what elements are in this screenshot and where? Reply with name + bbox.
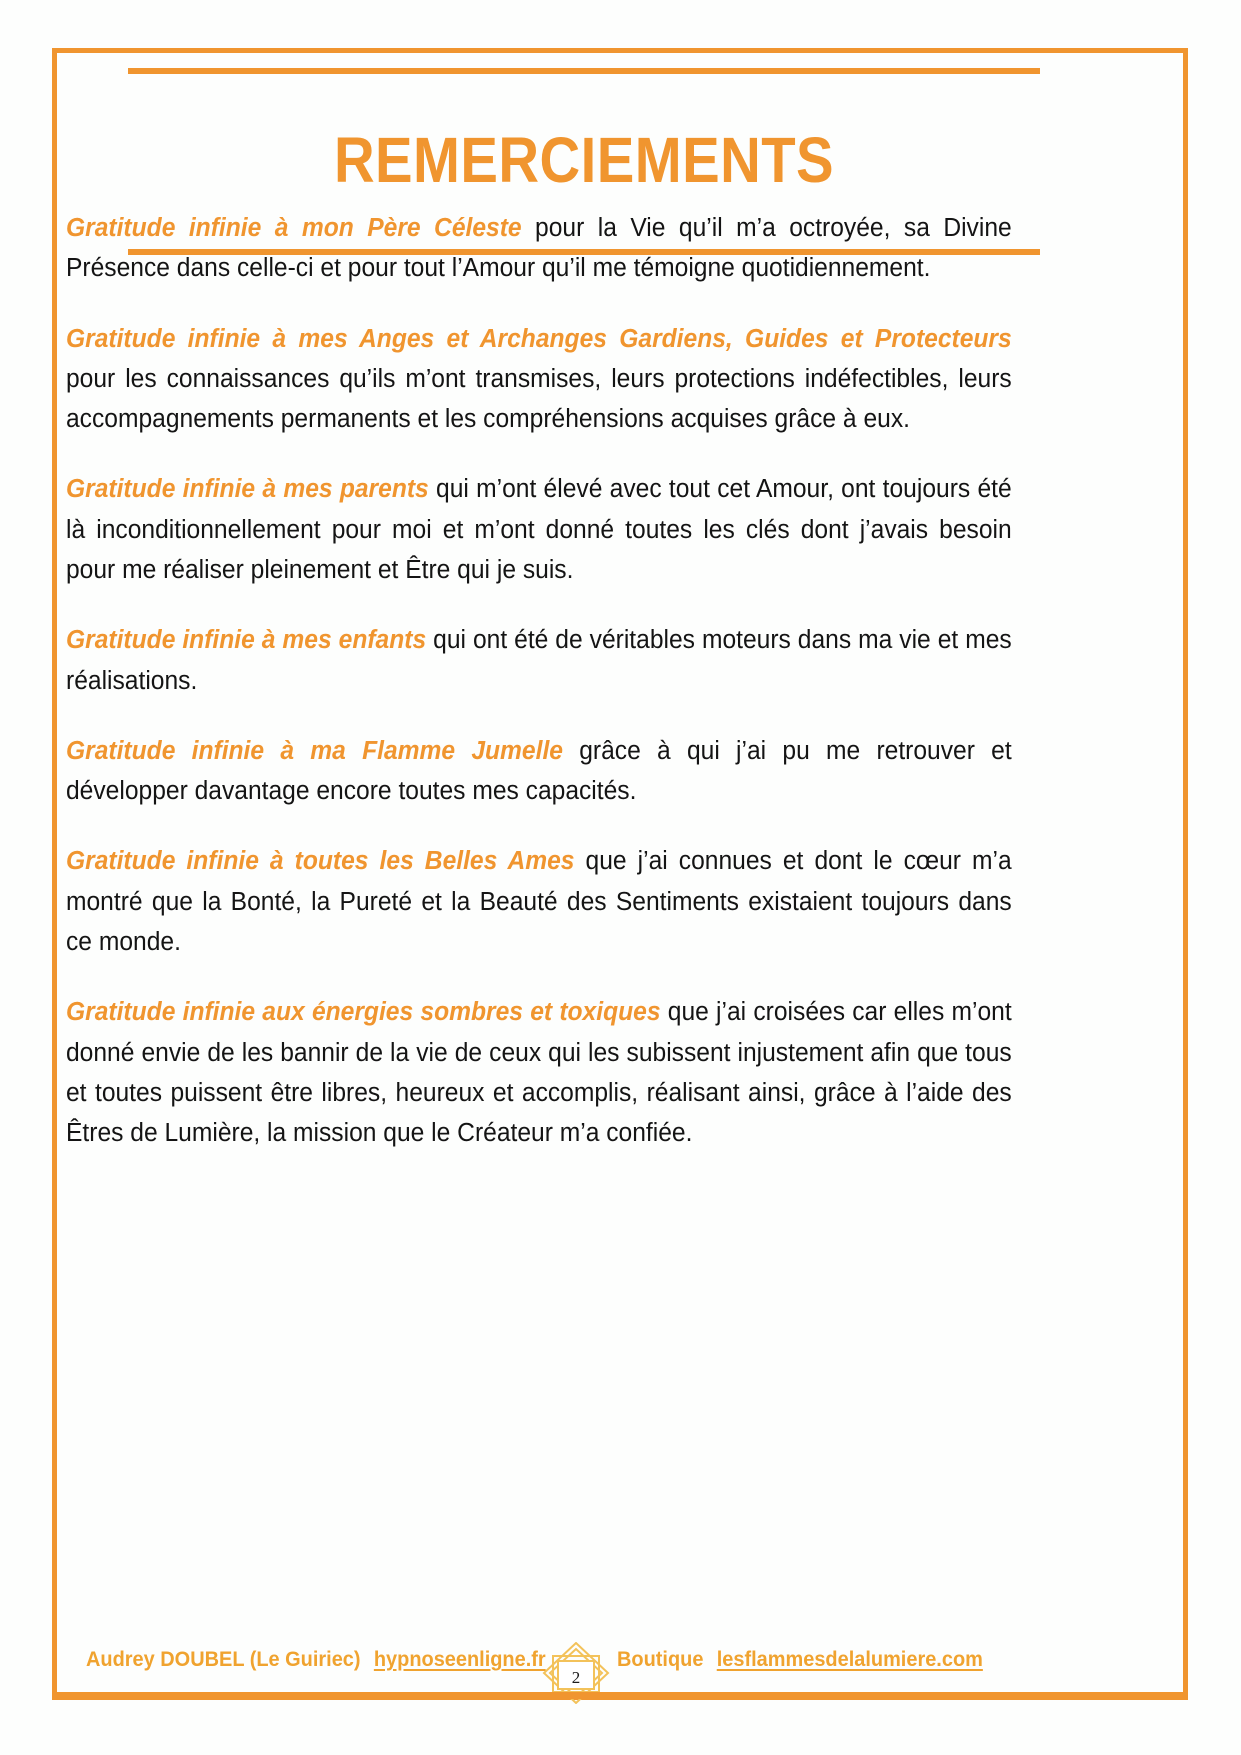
- paragraph-body: pour la Vie qu’il m’a octroyée, sa Divine Présence dans celle-ci et pour tout l’Amour qu’il me témoigne quotidiennement.: [66, 214, 1012, 283]
- paragraph-lead: Gratitude infinie à mes Anges et Archanges Gardiens, Guides et Protecteurs: [66, 324, 1012, 353]
- paragraph-belles-ames: [66, 841, 1012, 962]
- paragraph-body: grâce à qui j’ai pu me retrouver et développer davantage encore toutes mes capacités.: [66, 736, 1012, 806]
- paragraph-lead: Gratitude infinie à toutes les Belles Ames: [66, 847, 575, 876]
- footer-author-block: [86, 1648, 546, 1672]
- paragraph-body: que j’ai croisées car elles m’ont donné envie de les bannir de la vie de ceux qui les subissent injustement afin que tous et toutes puissent être libres, heureux et accomplis, réalisant ainsi, grâce à l’aide des Êtres de Lumière, la mission que le Créateur m’a confiée.: [66, 998, 1012, 1148]
- paragraph-enfants: [66, 620, 1012, 701]
- footer-rule: [52, 1692, 1188, 1699]
- page-title: REMERCIEMENTS: [333, 123, 835, 196]
- footer-author-link[interactable]: hypnoseenligne.fr: [373, 1648, 546, 1671]
- paragraph-parents: [66, 469, 1012, 590]
- footer-author-name: Audrey DOUBEL (Le Guiriec): [86, 1648, 361, 1671]
- paragraph-body: pour les connaissances qu’ils m’ont transmises, leurs protections indéfectibles, leurs accompagnements permanents et les compréhensions acquises grâce à eux.: [66, 364, 1012, 434]
- footer-shop-block: [617, 1648, 983, 1672]
- footer-shop-label: Boutique: [617, 1648, 704, 1671]
- paragraph-lead: Gratitude infinie aux énergies sombres et toxiques: [66, 998, 661, 1027]
- paragraph-lead: Gratitude infinie à mon Père Céleste: [66, 214, 522, 242]
- title-rule-top: [128, 68, 1040, 74]
- paragraph-flamme-jumelle: [66, 731, 1012, 812]
- paragraph-pere-celeste: [66, 208, 1012, 289]
- paragraph-body: que j’ai connues et dont le cœur m’a montré que la Bonté, la Pureté et la Beauté des Sentiments existaient toujours dans ce monde.: [66, 847, 1012, 956]
- paragraph-lead: Gratitude infinie à mes enfants: [66, 626, 427, 655]
- paragraph-lead: Gratitude infinie à mes parents: [66, 475, 429, 504]
- paragraph-anges-archanges: [66, 319, 1012, 440]
- paragraph-body: qui ont été de véritables moteurs dans ma vie et mes réalisations.: [66, 626, 1012, 695]
- footer-shop-link[interactable]: lesflammesdelalumiere.com: [716, 1648, 983, 1671]
- page-footer: [52, 1640, 1188, 1704]
- page-number: 2: [571, 1668, 581, 1687]
- paragraph-body: qui m’ont élevé avec tout cet Amour, ont toujours été là inconditionnellement pour moi et m’ont donné toutes les clés dont j’avais besoin pour me réaliser pleinement et Être qui je suis.: [66, 475, 1012, 584]
- paragraph-lead: Gratitude infinie à ma Flamme Jumelle: [66, 736, 563, 765]
- body-content: [66, 208, 1046, 1153]
- paragraph-energies-sombres: [66, 992, 1012, 1153]
